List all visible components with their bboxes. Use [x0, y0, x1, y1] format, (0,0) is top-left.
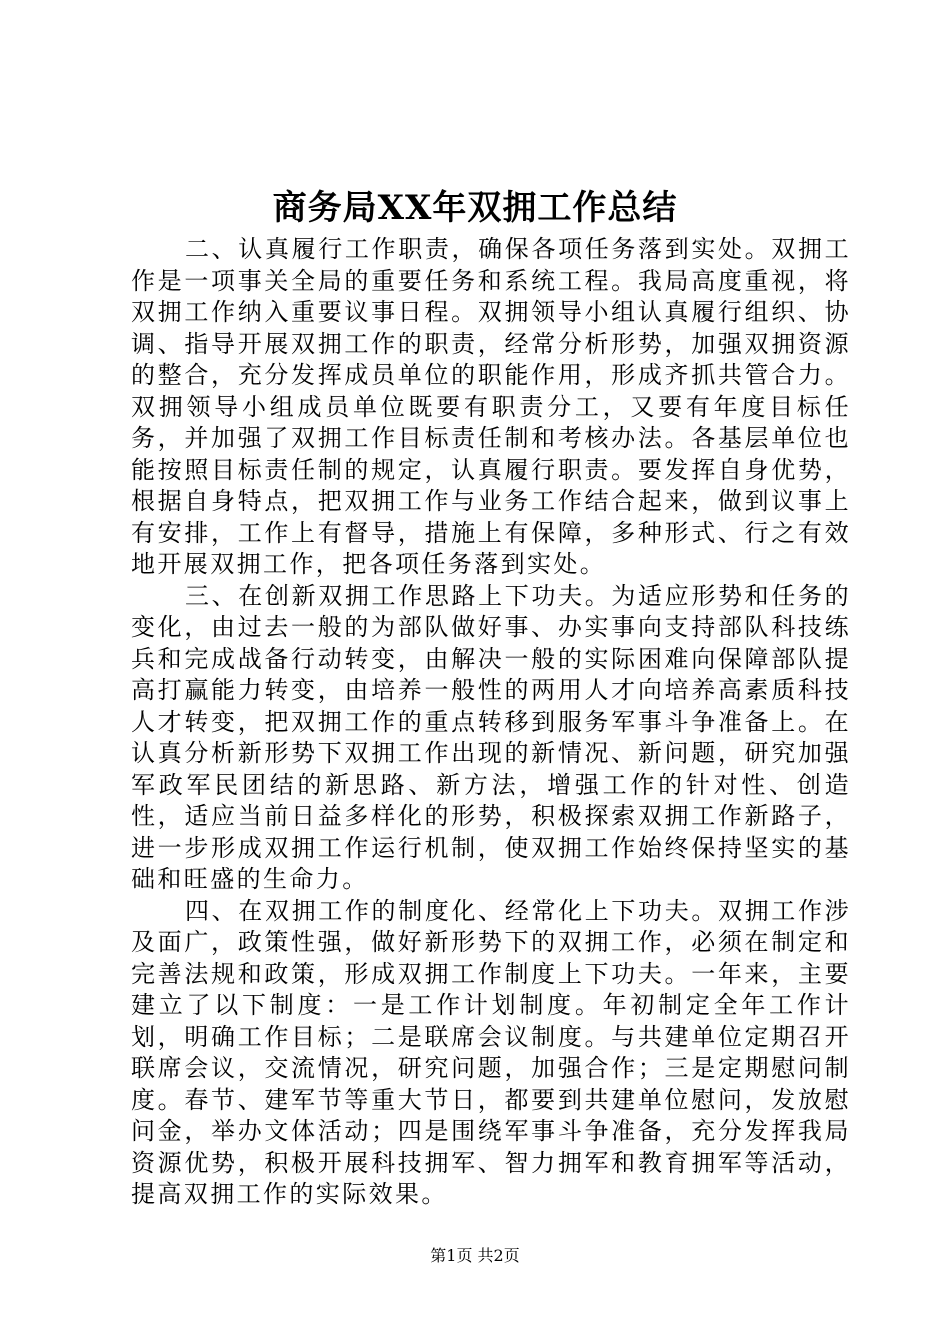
- page-footer: 第1页 共2页: [430, 1246, 520, 1265]
- document-title: 商务局XX年双拥工作总结: [272, 188, 678, 228]
- paragraph-2: 二、认真履行工作职责，确保各项任务落到实处。双拥工作是一项事关全局的重要任务和系统工程。我局高度重视，将双拥工作纳入重要议事日程。双拥领导小组认真履行组织、协调、指导开展双拥工作的职责，经常分析形势，加强双拥资源的整合，充分发挥成员单位的职能作用，形成齐抓共管合力。双拥领导小组成员单位既要有职责分工，又要有年度目标任务，并加强了双拥工作目标责任制和考核办法。各基层单位也能按照目标责任制的规定，认真履行职责。要发挥自身优势，根据自身特点，把双拥工作与业务工作结合起来，做到议事上有安排，工作上有督导，措施上有保障，多种形式、行之有效地开展双拥工作，把各项任务落到实处。: [131, 235, 851, 578]
- document-body: [131, 234, 851, 1211]
- paragraph-3: 三、在创新双拥工作思路上下功夫。为适应形势和任务的变化，由过去一般的为部队做好事、办实事向支持部队科技练兵和完成战备行动转变，由解决一般的实际困难向保障部队提高打赢能力转变，由培养一般性的两用人才向培养高素质科技人才转变，把双拥工作的重点转移到服务军事斗争准备上。在认真分析新形势下双拥工作出现的新情况、新问题，研究加强军政军民团结的新思路、新方法，增强工作的针对性、创造性，适应当前日益多样化的形势，积极探索双拥工作新路子，进一步形成双拥工作运行机制，使双拥工作始终保持坚实的基础和旺盛的生命力。: [131, 581, 851, 893]
- paragraph-4: 四、在双拥工作的制度化、经常化上下功夫。双拥工作涉及面广，政策性强，做好新形势下的双拥工作，必须在制定和完善法规和政策，形成双拥工作制度上下功夫。一年来，主要建立了以下制度：一是工作计划制度。年初制定全年工作计划，明确工作目标；二是联席会议制度。与共建单位定期召开联席会议，交流情况，研究问题，加强合作；三是定期慰问制度。春节、建军节等重大节日，都要到共建单位慰问，发放慰问金，举办文体活动；四是围绕军事斗争准备，充分发挥我局资源优势，积极开展科技拥军、智力拥军和教育拥军等活动，提高双拥工作的实际效果。: [131, 896, 851, 1208]
